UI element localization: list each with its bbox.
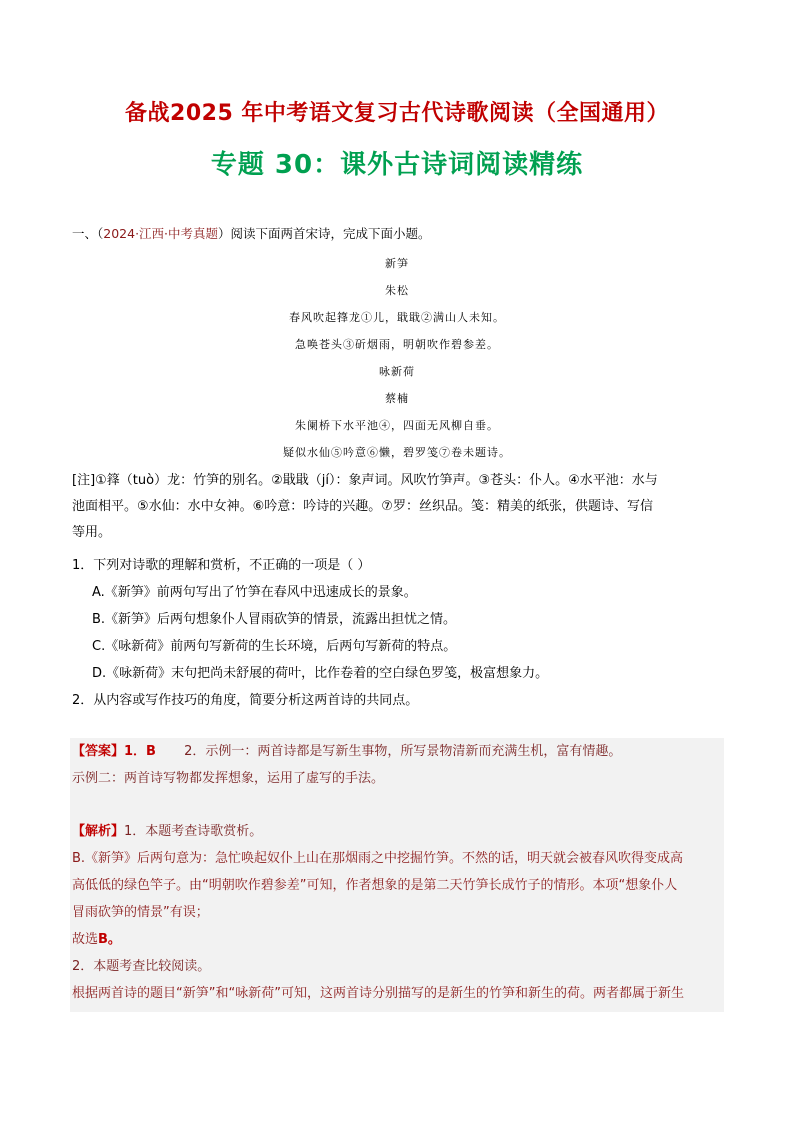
question-1 xyxy=(72,552,724,714)
poem1-line1: 春风吹起箨龙①儿，戢戢②满山人未知。 xyxy=(289,311,505,324)
answer-3: 示例二：两首诗写物都发挥想象，运用了虚写的手法。 xyxy=(72,771,385,786)
analysis-conclusion xyxy=(70,926,724,953)
analysis-text: 冒雨砍笋的情景”有误； xyxy=(72,905,209,920)
option-d: D.《咏新荷》末句把尚未舒展的荷叶，比作卷着的空白绿色罗笺，极富想象力。 xyxy=(92,666,549,681)
document-title: 备战2025 年中考语文复习古代诗歌阅读（全国通用） xyxy=(125,101,669,126)
annotation-line: [注]①箨（tuò）龙：竹笋的别名。②戢戢（jí）：象声词。风吹竹笋声。③苍头：仆人。④水平池：水与 xyxy=(72,473,658,488)
annotation-line: 池面相平。⑤水仙：水中女神。⑥吟意：吟诗的兴趣。⑦罗：丝织品。笺：精美的纸张，供题诗、写信 xyxy=(72,499,653,514)
question-prefix: 一、（ xyxy=(72,226,104,241)
analysis-choice: B。 xyxy=(98,932,121,947)
annotations xyxy=(72,468,724,546)
poem2-line2: 疑似水仙⑤吟意⑥懒，碧罗笺⑦卷未题诗。 xyxy=(283,446,511,459)
analysis-text: 故选 xyxy=(72,932,99,947)
analysis-text: 1．本题考查诗歌赏析。 xyxy=(124,824,263,839)
annotation-line: 等用。 xyxy=(72,525,112,540)
analysis-tag: 【解析】 xyxy=(72,824,125,839)
poem1-title: 新笋 xyxy=(385,257,409,270)
question-source: 2024·江西·中考真题 xyxy=(103,226,219,241)
analysis-line-1 xyxy=(70,818,724,845)
question-heading xyxy=(72,224,724,244)
analysis-text: 根据两首诗的题目“新笋”和“咏新荷”可知，这两首诗分别描写的是新生的竹笋和新生的荷。两者都属于新生 xyxy=(72,986,684,1001)
analysis-text: 高低低的绿色竿子。由“明朝吹作碧参差”可知，作者想象的是第二天竹笋长成竹子的情形。本项“想象仆人 xyxy=(72,878,678,893)
option-c: C.《咏新荷》前两句写新荷的生长环境，后两句写新荷的特点。 xyxy=(92,639,457,654)
answer-1: 1．B xyxy=(124,744,156,759)
option-b: B.《新笋》后两句想象仆人冒雨砍笋的情景，流露出担忧之情。 xyxy=(92,612,457,627)
poem2-author: 蔡楠 xyxy=(385,392,409,405)
question-instruction: ）阅读下面两首宋诗，完成下面小题。 xyxy=(218,226,431,241)
poem1-author: 朱松 xyxy=(385,284,409,297)
analysis-section xyxy=(70,818,724,1012)
poem2-title: 咏新荷 xyxy=(379,365,415,378)
answer-tag: 【答案】 xyxy=(72,744,125,759)
question-2-stem: 2．从内容或写作技巧的角度，简要分析这两首诗的共同点。 xyxy=(72,693,419,708)
question-1-stem: 1．下列对诗歌的理解和赏析，不正确的一项是（ ） xyxy=(72,558,371,573)
analysis-text: B.《新笋》后两句意为：急忙唤起奴仆上山在那烟雨之中挖掘竹笋。不然的话，明天就会被春风吹得变成高 xyxy=(72,851,684,866)
poem1-line2: 急唤苍头③斫烟雨，明朝吹作碧参差。 xyxy=(295,338,499,351)
option-a: A.《新笋》前两句写出了竹笋在春风中迅速成长的景象。 xyxy=(92,585,417,600)
document-subtitle: 专题 30：课外古诗词阅读精练 xyxy=(210,150,584,180)
analysis-text: 2．本题考查比较阅读。 xyxy=(72,959,211,974)
answer-section xyxy=(70,738,724,826)
answer-line-1 xyxy=(70,738,724,765)
answer-2: 2．示例一：两首诗都是写新生事物，所写景物清新而充满生机，富有情趣。 xyxy=(184,744,622,759)
poem2-line1: 朱阑桥下水平池④，四面无风柳自垂。 xyxy=(295,419,499,432)
